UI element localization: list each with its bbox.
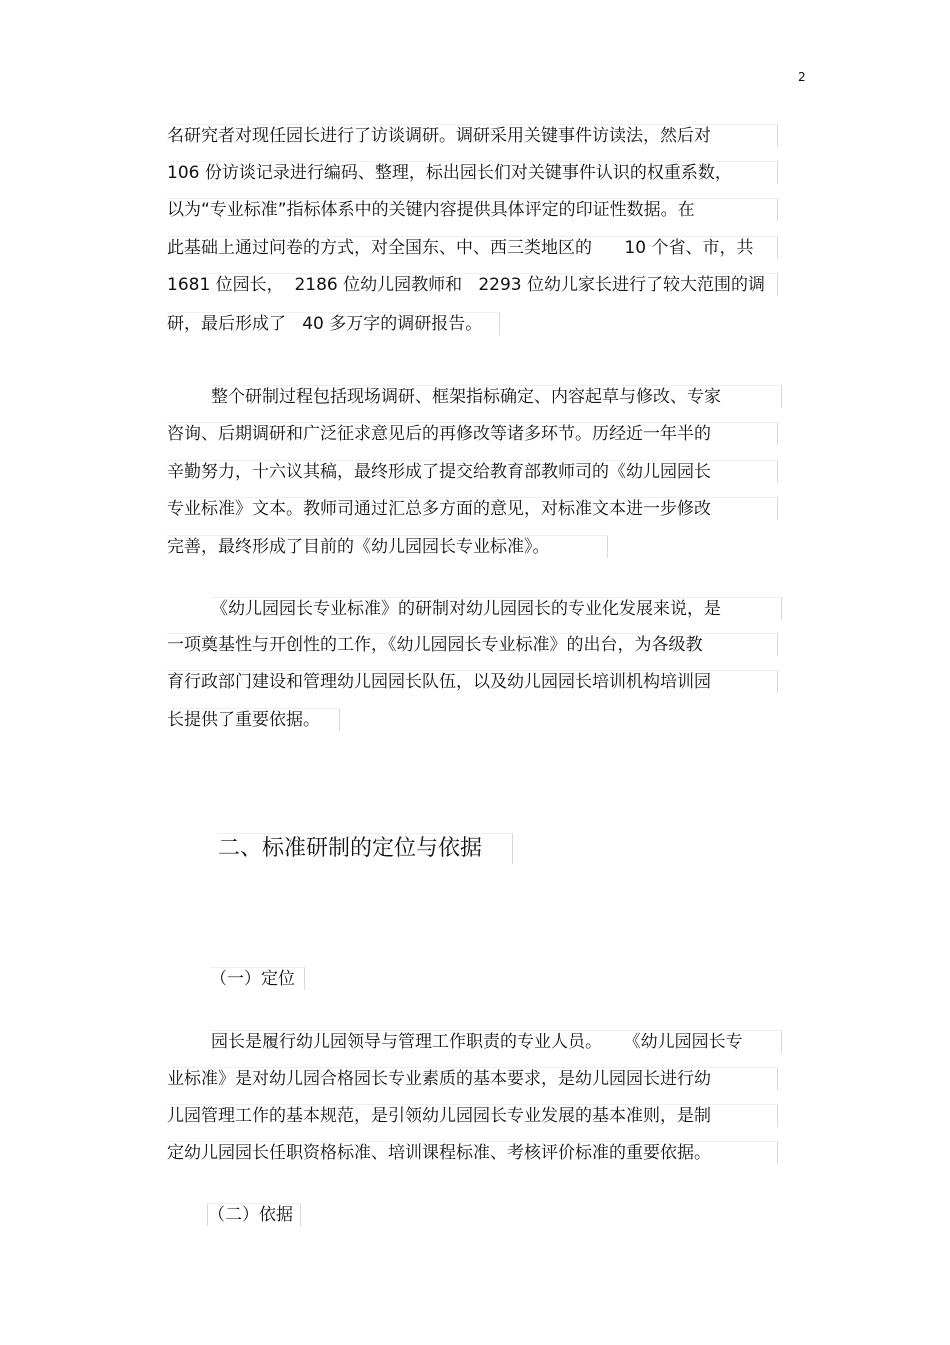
paragraph-line: 定幼儿园园长任职资格标准、培训课程标准、考核评价标准的重要依据。	[167, 1141, 778, 1164]
paragraph-line: 名研究者对现任园长进行了访谈调研。调研采用关键事件访读法，然后对	[167, 124, 778, 147]
paragraph-line: 儿园管理工作的基本规范，是引领幼儿园园长专业发展的基本准则，是制	[167, 1104, 778, 1127]
subsection-heading: （二）依据	[207, 1203, 301, 1226]
paragraph-line: 一项奠基性与开创性的工作，《幼儿园园长专业标准》的出台，为各级教	[167, 633, 778, 656]
paragraph-line: 106 份访谈记录进行编码、整理，标出园长们对关键事件认识的权重系数，	[167, 161, 778, 184]
paragraph-line: 园长是履行幼儿园领导与管理工作职责的专业人员。 《幼儿园园长专	[211, 1030, 782, 1053]
paragraph-line: 此基础上通过问卷的方式，对全国东、中、西三类地区的 10 个省、市，共	[167, 236, 778, 259]
paragraph-line: 以为“专业标准”指标体系中的关键内容提供具体评定的印证性数据。在	[167, 198, 778, 221]
paragraph-line: 专业标准》文本。教师司通过汇总多方面的意见，对标准文本进一步修改	[167, 497, 778, 520]
paragraph-line: 完善，最终形成了目前的《幼儿园园长专业标准》。	[167, 535, 608, 558]
paragraph-line: 研，最后形成了 40 多万字的调研报告。	[167, 312, 500, 335]
paragraph-line: 《幼儿园园长专业标准》的研制对幼儿园园长的专业化发展来说，是	[211, 597, 782, 620]
paragraph-line: 咨询、后期调研和广泛征求意见后的再修改等诸多环节。历经近一年半的	[167, 422, 778, 445]
subsection-heading: （一）定位	[210, 967, 305, 990]
paragraph-line: 整个研制过程包括现场调研、框架指标确定、内容起草与修改、专家	[211, 385, 782, 408]
page-number: 2	[798, 70, 806, 84]
paragraph-line: 育行政部门建设和管理幼儿园园长队伍，以及幼儿园园长培训机构培训园	[167, 670, 778, 693]
paragraph-line: 1681 位园长， 2186 位幼儿园教师和 2293 位幼儿家长进行了较大范围的调	[167, 273, 778, 296]
section-heading: 二、标准研制的定位与依据	[218, 833, 513, 864]
paragraph-line: 辛勤努力，十六议其稿，最终形成了提交给教育部教师司的《幼儿园园长	[167, 460, 778, 483]
paragraph-line: 业标准》是对幼儿园合格园长专业素质的基本要求，是幼儿园园长进行幼	[167, 1067, 778, 1090]
paragraph-line: 长提供了重要依据。	[167, 708, 340, 731]
